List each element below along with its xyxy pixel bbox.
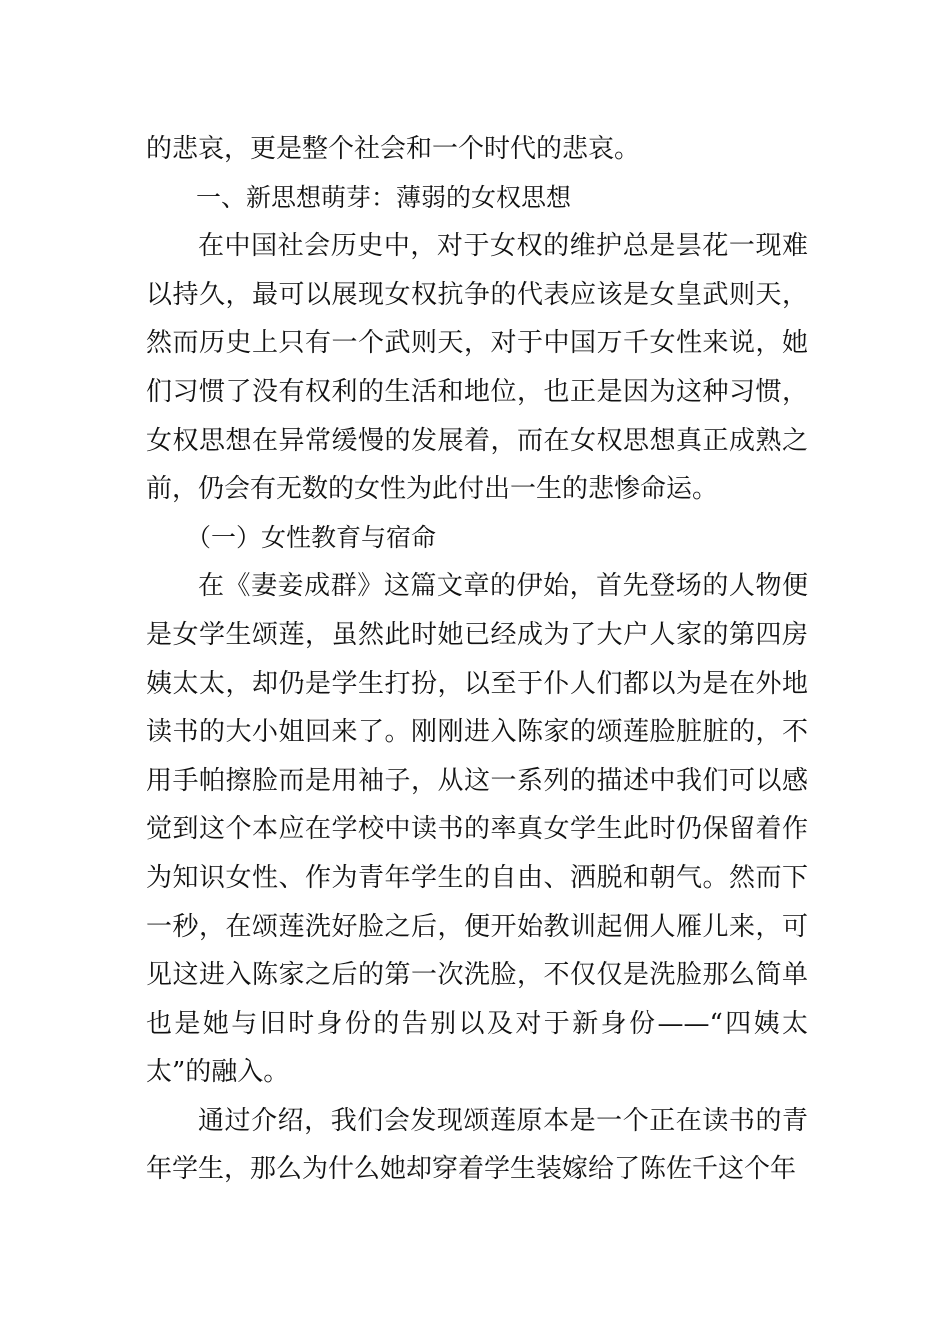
paragraph-body: 在《妻妾成群》这篇文章的伊始，首先登场的人物便是女学生颂莲，虽然此时她已经成为了大户人家的第四房姨太太，却仍是学生打扮，以至于仆人们都以为是在外地读书的大小姐回来了。刚刚进入陈家的颂莲脸脏脏的，不用手帕擦脸而是用袖子，从这一系列的描述中我们可以感觉到这个本应在学校中读书的率真女学生此时仍保留着作为知识女性、作为青年学生的自由、洒脱和朝气。然而下一秒，在颂莲洗好脸之后，便开始教训起佣人雁儿来，可见这进入陈家之后的第一次洗脸，不仅仅是洗脸那么简单也是她与旧时身份的告别以及对于新身份——“四姨太太”的融入。 — [146, 571, 808, 1088]
paragraph-continued: 的悲哀，更是整个社会和一个时代的悲哀。 — [146, 134, 641, 164]
document-body — [146, 125, 808, 1194]
paragraph-body: 在中国社会历史中，对于女权的维护总是昙花一现难以持久，最可以展现女权抗争的代表应该是女皇武则天，然而历史上只有一个武则天，对于中国万千女性来说，她们习惯了没有权利的生活和地位，也正是因为这种习惯，女权思想在异常缓慢的发展着，而在女权思想真正成熟之前，仍会有无数的女性为此付出一生的悲惨命运。 — [146, 231, 808, 505]
paragraph-body: 通过介绍，我们会发现颂莲原本是一个正在读书的青年学生，那么为什么她却穿着学生装嫁给了陈佐千这个年 — [146, 1105, 808, 1185]
subsection-heading: （一）女性教育与宿命 — [186, 522, 437, 552]
section-heading: 一、新思想萌芽：薄弱的女权思想 — [196, 182, 572, 212]
